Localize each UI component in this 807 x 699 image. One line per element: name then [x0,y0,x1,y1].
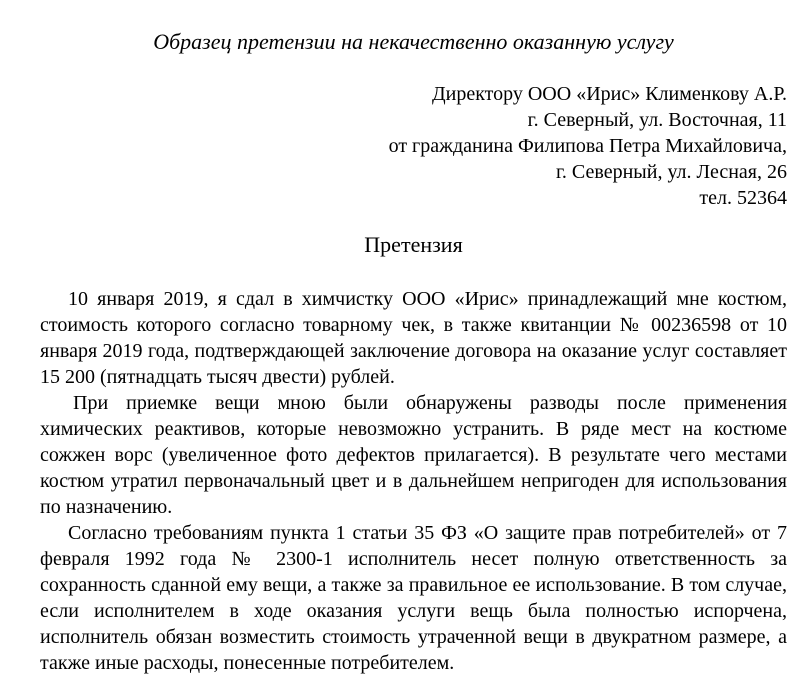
addressee-recipient-address: г. Северный, ул. Восточная, 11 [527,109,787,131]
addressee-block [187,81,787,211]
document-title: Образец претензии на некачественно оказанную услугу [153,29,674,54]
addressee-recipient: Директору ООО «Ирис» Клименкову А.Р. [431,83,787,105]
paragraph: Согласно требованиям пункта 1 статьи 35 ФЗ «О защите прав потребителей» от 7 февраля 1992 года № 2300-1 исполнитель несет полную ответственность за сохранность сданной ему вещи, а также за правильное ее использование. В том случае, если исполнителем в ходе оказания услуги вещь была полностью испорчена, исполнитель обязан возместить стоимость утраченной вещи в двукратном размере, а также иные расходы, понесенные потребителем. [40,522,787,674]
addressee-phone: тел. 52364 [699,187,787,209]
paragraph: При приемке вещи мною были обнаружены разводы после применения химических реактивов, которые невозможно устранить. В ряде мест на костюме сожжен ворс (увеличенное фото дефектов прилагается). В результате чего местами костюм утратил первоначальный цвет и в дальнейшем непригоден для использования по назначению. [40,392,787,518]
addressee-sender: от гражданина Филипова Петра Михайловича, [388,135,787,157]
claim-body [40,286,787,676]
claim-heading: Претензия [364,232,463,257]
addressee-sender-address: г. Северный, ул. Лесная, 26 [555,161,787,183]
paragraph: 10 января 2019, я сдал в химчистку ООО «Ирис» принадлежащий мне костюм, стоимость которого согласно товарному чек, в также квитанции № 00236598 от 10 января 2019 года, подтверждающей заключение договора на оказание услуг составляет 15 200 (пятнадцать тысяч двести) рублей. [40,288,787,388]
